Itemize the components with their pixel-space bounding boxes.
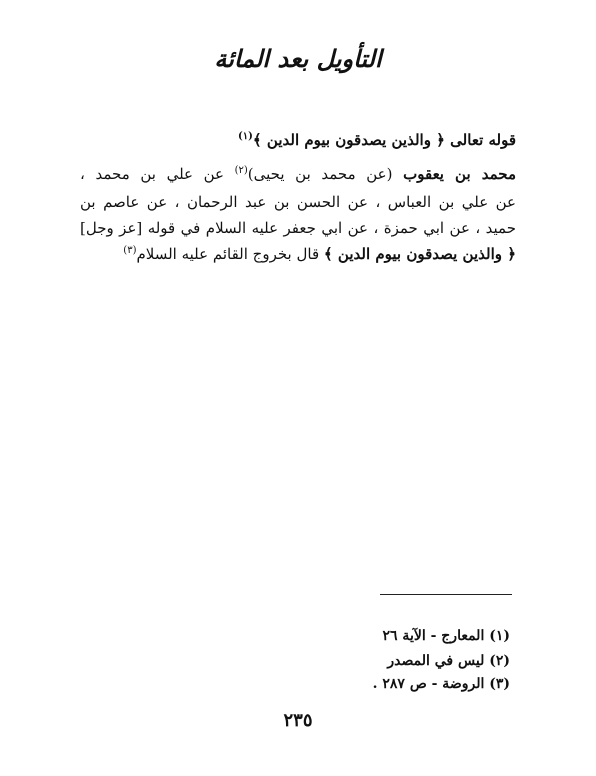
body-line-2: عن علي بن العباس ، عن الحسن بن عبد الرحمان ، عن عاصم بن [80,193,516,211]
body-line-3: حميد ، عن ابي حمزة ، عن ابي جعفر عليه السلام في قوله [عز وجل] [80,219,516,237]
isnad-parenthetical: (عن محمد بن يحيى) [247,165,393,183]
footnote-ref-2: (٢) [234,165,248,176]
footnote-1: (١) المعارج - الآية ٢٦ [382,628,510,644]
isnad-continuation: عن علي بن محمد ، [80,165,224,183]
verse-heading-text: قوله تعالى ﴿ والذين يصدقون بيوم الدين ﴾ [252,131,516,149]
body-line-1 [80,164,516,184]
running-title: التأويل بعد المائة [214,44,382,73]
commentary-text: قال بخروج القائم عليه السلام [136,245,320,263]
footnote-2: (٢) ليس في المصدر [387,653,510,669]
page-number: ٢٣٥ [283,710,313,731]
footnote-separator [380,594,512,595]
narrator-name: محمد بن يعقوب [403,165,516,183]
quoted-verse: ﴿ والذين يصدقون بيوم الدين ﴾ [323,245,516,263]
verse-heading [238,130,516,150]
footnote-3: (٣) الروضة - ص ٢٨٧ . [372,676,510,692]
body-line-4 [80,244,516,264]
footnote-ref-1: (١) [238,131,253,142]
footnote-ref-3: (٣) [123,245,137,256]
